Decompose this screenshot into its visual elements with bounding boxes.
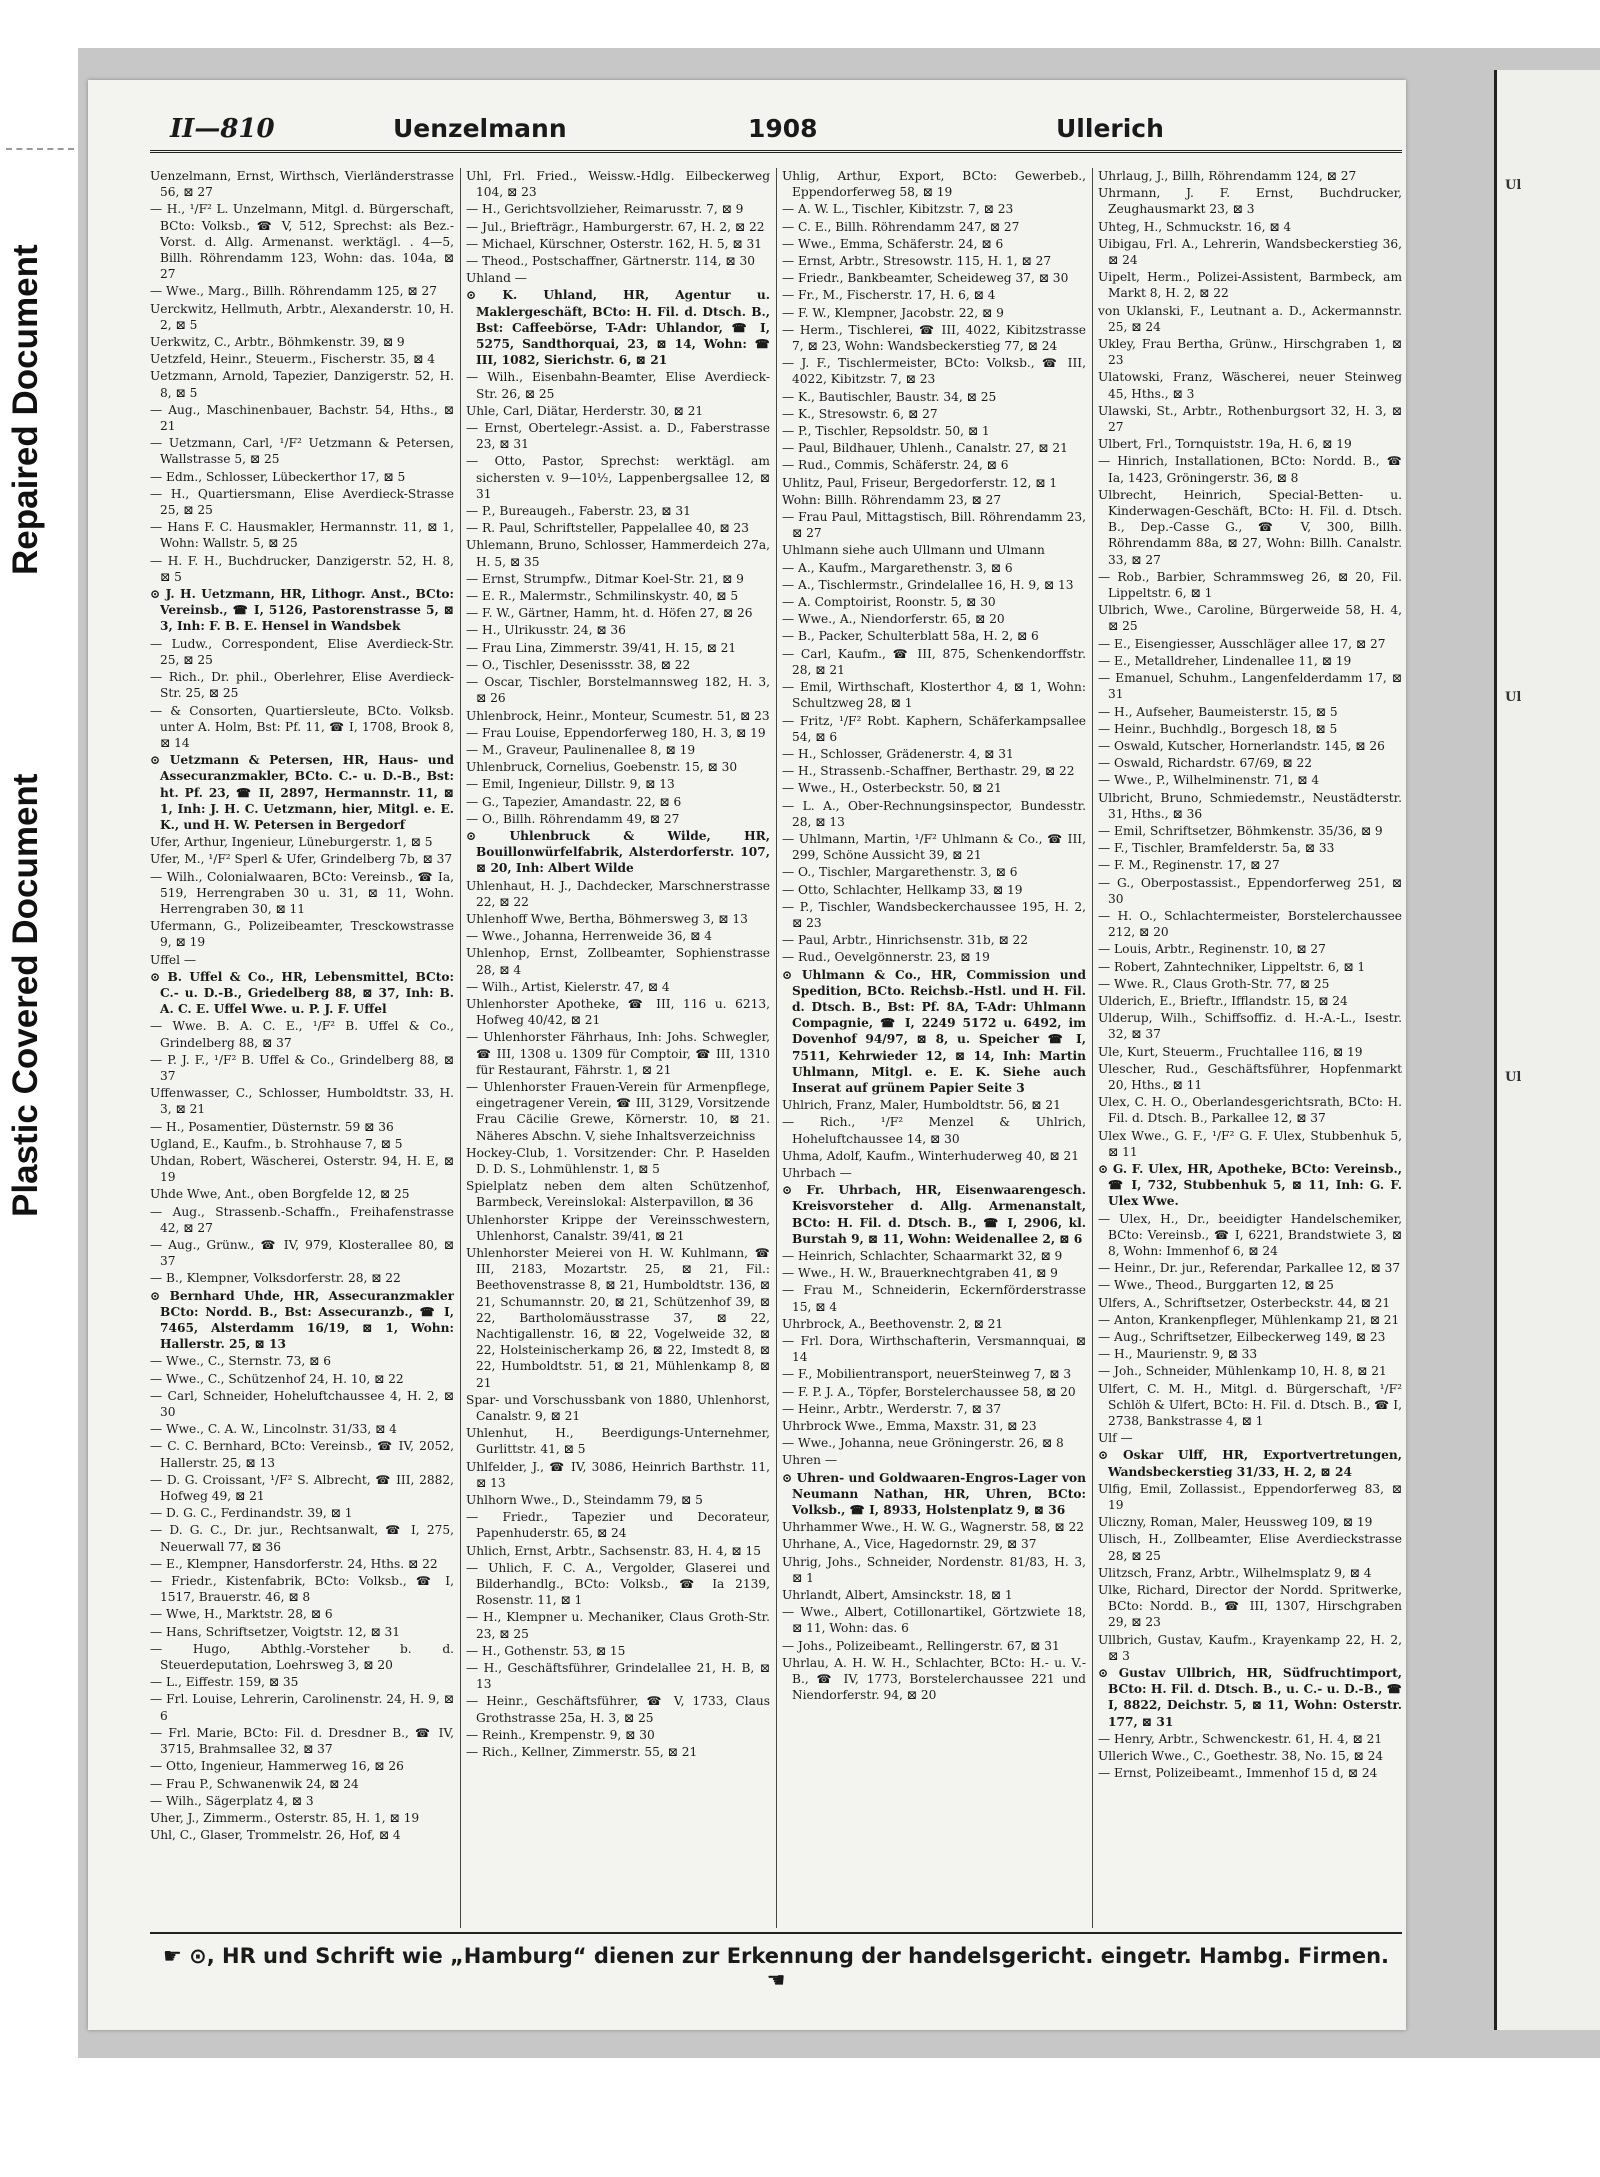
directory-entry: — Wwe., Marg., Billh. Röhrendamm 125, ⊠ 27 — [150, 284, 438, 299]
directory-entry: Uetzfeld, Heinr., Steuerm., Fischerstr. 35, ⊠ 4 — [150, 352, 435, 367]
directory-entry: Uhlrich, Franz, Maler, Humboldtstr. 56, ⊠ 21 — [782, 1098, 1061, 1113]
adjacent-page-mark: Ul — [1505, 1070, 1522, 1085]
directory-column-1 — [150, 168, 454, 1933]
directory-entry: ⊙ B. Uffel & Co., HR, Lebensmittel, BCto: C.- u. D.-B., Griedelberg 88, ⊠ 37, Inh: B. A. C. E. Uffel Wwe. u. P. J. F. Uffel — [150, 969, 454, 1017]
directory-entry: — H. O., Schlachtermeister, Borstelerchaussee 212, ⊠ 20 — [1098, 908, 1402, 940]
directory-entry: — Wilh., Eisenbahn-Beamter, Elise Averdieck-Str. 26, ⊠ 25 — [466, 370, 770, 401]
directory-entry: — F. M., Reginenstr. 17, ⊠ 27 — [1098, 858, 1280, 873]
directory-entry: — Ernst, Arbtr., Stresowstr. 115, H. 1, ⊠ 27 — [782, 254, 1052, 269]
directory-column-4 — [1098, 168, 1402, 1933]
directory-entry: ⊙ K. Uhland, HR, Agentur u. Maklergeschäft, BCto: H. Fil. d. Dtsch. B., Bst: Caffeebörse, T-Adr: Uhlandor, ☎ I, 5275, Sandthorquai, 23, ⊠ 14, Wohn: ☎ III, 1082, Sierichstr. 6, ⊠ 21 — [466, 288, 770, 368]
directory-entry: Ulfert, C. M. H., Mitgl. d. Bürgerschaft, ¹/F² Schlöh & Ulfert, BCto: H. Fil. d. Dtsch. B., ☎ I, 2738, Bankstrasse 4, ⊠ 1 — [1098, 1381, 1402, 1429]
directory-entry: Uhlenbruck, Cornelius, Goebenstr. 15, ⊠ 30 — [466, 760, 738, 775]
directory-entry: — Friedr., Tapezier und Decorateur, Papenhuderstr. 65, ⊠ 24 — [466, 1510, 770, 1541]
directory-entry: Ulderup, Wilh., Schiffsoffiz. d. H.-A.-L., Isestr. 32, ⊠ 37 — [1098, 1011, 1402, 1042]
directory-entry: Uhlenhoff Wwe, Bertha, Böhmersweg 3, ⊠ 13 — [466, 911, 748, 926]
directory-entry: — Ludw., Correspondent, Elise Averdieck-Str. 25, ⊠ 25 — [150, 636, 454, 667]
directory-entry: Uhl, Frl. Fried., Weissw.-Hdlg. Eilbeckerweg 104, ⊠ 23 — [466, 169, 770, 200]
directory-entry: Uliczny, Roman, Maler, Heussweg 109, ⊠ 19 — [1098, 1515, 1373, 1530]
directory-entry: — Wwe., Emma, Schäferstr. 24, ⊠ 6 — [782, 236, 1004, 251]
directory-entry: ⊙ Uhlenbruck & Wilde, HR, Bouillonwürfelfabrik, Alsterdorferstr. 107, ⊠ 20, Inh: Albert Wilde — [466, 828, 770, 876]
directory-entry: — Uhlenhorster Fährhaus, Inh: Johs. Schwegler, ☎ III, 1308 u. 1309 für Comptoir, ☎ III, 1310 für Restaurant, Fährstr. 1, ⊠ 21 — [466, 1030, 770, 1077]
header-first-name: Uenzelmann — [393, 114, 567, 143]
directory-entry: — Theod., Postschaffner, Gärtnerstr. 114, ⊠ 30 — [466, 254, 755, 269]
directory-entry: — C. E., Billh. Röhrendamm 247, ⊠ 27 — [782, 219, 1020, 234]
directory-entry: — Wwe., H., Osterbeckstr. 50, ⊠ 21 — [782, 781, 1002, 796]
directory-entry: — D. G. Croissant, ¹/F² S. Albrecht, ☎ III, 2882, Hofweg 49, ⊠ 21 — [150, 1472, 454, 1504]
directory-entry: — & Consorten, Quartiersleute, BCto. Volksb. unter A. Holm, Bst: Pf. 11, ☎ I, 1708, Brook 8, ⊠ 14 — [150, 703, 454, 750]
directory-entry: — H., ¹/F² L. Unzelmann, Mitgl. d. Bürgerschaft, BCto: Volksb., ☎ V, 512, Sprechst: als Bez.-Vorst. d. Allg. Armenanst. werktägl. . 4—5, Billh. Röhrendamm 123, Wohn: das. 104a, ⊠ 27 — [150, 202, 454, 282]
directory-entry: ⊙ Uhren- und Goldwaaren-Engros-Lager von Neumann Nathan, HR, Uhren, BCto: Volksb., ☎ I, 8933, Holstenplatz 9, ⊠ 36 — [782, 1470, 1086, 1518]
directory-entry: — Hans, Schriftsetzer, Voigtstr. 12, ⊠ 31 — [150, 1624, 401, 1639]
directory-entry: — D. G. C., Dr. jur., Rechtsanwalt, ☎ I, 275, Neuerwall 77, ⊠ 36 — [150, 1523, 454, 1554]
directory-entry: — H., Aufseher, Baumeisterstr. 15, ⊠ 5 — [1098, 704, 1338, 719]
directory-entry: — Edm., Schlosser, Lübeckerthor 17, ⊠ 5 — [150, 469, 406, 484]
directory-entry: Ufermann, G., Polizeibeamter, Tresckowstrasse 9, ⊠ 19 — [150, 919, 454, 950]
directory-entry: Ulex, C. H. O., Oberlandesgerichtsrath, BCto: H. Fil. d. Dtsch. B., Parkallee 12, ⊠ 37 — [1098, 1095, 1402, 1126]
directory-entry: — Ulex, H., Dr., beeidigter Handelschemiker, BCto: Vereinsb., ☎ I, 6221, Brandstwiete 3, ⊠ 8, Wohn: Immenhof 6, ⊠ 24 — [1098, 1211, 1402, 1258]
directory-entry: Uffenwasser, C., Schlosser, Humboldtstr. 33, H. 3, ⊠ 21 — [150, 1086, 454, 1117]
directory-entry: — H., Quartiersmann, Elise Averdieck-Strasse 25, ⊠ 25 — [150, 486, 454, 518]
directory-entry: — H., Strassenb.-Schaffner, Berthastr. 29, ⊠ 22 — [782, 764, 1075, 779]
directory-entry: Uhrhammer Wwe., H. W. G., Wagnerstr. 58, ⊠ 22 — [782, 1520, 1084, 1535]
directory-entry: Uhlenhop, Ernst, Zollbeamter, Sophienstrasse 28, ⊠ 4 — [466, 946, 770, 977]
directory-entry: Uhren — — [782, 1453, 838, 1468]
directory-entry: — F., Mobilientransport, neuerSteinweg 7, ⊠ 3 — [782, 1367, 1072, 1382]
directory-entry: — A., Kaufm., Margarethenstr. 3, ⊠ 6 — [782, 560, 1013, 575]
directory-column-3 — [782, 168, 1086, 1933]
directory-entry: — Wwe., H. W., Brauerknechtgraben 41, ⊠ 9 — [782, 1266, 1058, 1281]
repaired-document-label: Repaired Document — [6, 244, 45, 576]
column-divider — [776, 168, 777, 1928]
directory-entry: Uhrmann, J. F. Ernst, Buchdrucker, Zeughausmarkt 23, ⊠ 3 — [1098, 186, 1402, 217]
directory-entry: Uhlenhut, H., Beerdigungs-Unternehmer, Gurlittstr. 41, ⊠ 5 — [466, 1426, 770, 1457]
directory-entry: — Hans F. C. Hausmakler, Hermannstr. 11, ⊠ 1, Wohn: Wallstr. 5, ⊠ 25 — [150, 520, 454, 551]
directory-entry: — H., Gerichtsvollzieher, Reimarusstr. 7, ⊠ 9 — [466, 202, 744, 217]
directory-entry: — A. Comptoirist, Roonstr. 5, ⊠ 30 — [782, 595, 996, 610]
directory-entry: — P. J. F., ¹/F² B. Uffel & Co., Grindelberg 88, ⊠ 37 — [150, 1052, 454, 1083]
directory-entry: ⊙ G. F. Ulex, HR, Apotheke, BCto: Vereinsb., ☎ I, 732, Stubbenhuk 5, ⊠ 11, Inh: G. F. Ulex Wwe. — [1098, 1161, 1402, 1209]
directory-entry: — Uetzmann, Carl, ¹/F² Uetzmann & Petersen, Wallstrasse 5, ⊠ 25 — [150, 436, 454, 467]
directory-entry: — Rich., Dr. phil., Oberlehrer, Elise Averdieck-Str. 25, ⊠ 25 — [150, 670, 454, 701]
directory-entry: Uhle, Carl, Diätar, Herderstr. 30, ⊠ 21 — [466, 403, 704, 418]
directory-entry: — H. F. H., Buchdrucker, Danzigerstr. 52, H. 8, ⊠ 5 — [150, 553, 454, 584]
directory-entry: — Robert, Zahntechniker, Lippeltstr. 6, ⊠ 1 — [1098, 959, 1366, 974]
directory-entry: Uhlig, Arthur, Export, BCto: Gewerbeb., Eppendorferweg 58, ⊠ 19 — [782, 169, 1086, 200]
directory-entry: — P., Tischler, Repsoldstr. 50, ⊠ 1 — [782, 424, 990, 439]
directory-entry: ⊙ Oskar Ulff, HR, Exportvertretungen, Wandsbeckerstieg 31/33, H. 2, ⊠ 24 — [1098, 1448, 1402, 1479]
directory-entry: — Emanuel, Schuhm., Langenfelderdamm 17, ⊠ 31 — [1098, 671, 1402, 702]
directory-entry: — Aug., Maschinenbauer, Bachstr. 54, Hths., ⊠ 21 — [150, 402, 454, 434]
directory-entry: Hockey-Club, 1. Vorsitzender: Chr. P. Haselden D. D. S., Lohmühlenstr. 1, ⊠ 5 — [466, 1145, 770, 1176]
directory-entry: Uhlemann, Bruno, Schlosser, Hammerdeich 27a, H. 5, ⊠ 35 — [466, 538, 770, 569]
directory-entry: Uipelt, Herm., Polizei-Assistent, Barmbeck, am Markt 8, H. 2, ⊠ 22 — [1098, 270, 1402, 301]
directory-entry: — Wwe., Theod., Burggarten 12, ⊠ 25 — [1098, 1278, 1334, 1293]
directory-entry: — Fritz, ¹/F² Robt. Kaphern, Schäferkampsallee 54, ⊠ 6 — [782, 713, 1086, 744]
directory-entry: Uetzmann, Arnold, Tapezier, Danzigerstr. 52, H. 8, ⊠ 5 — [150, 369, 454, 400]
directory-entry: Uffel — — [150, 952, 197, 967]
directory-entry: Uhlenhorster Krippe der Vereinsschwestern, Uhlenhorst, Canalstr. 39/41, ⊠ 21 — [466, 1212, 770, 1243]
directory-entry: — K., Bautischler, Baustr. 34, ⊠ 25 — [782, 389, 997, 404]
directory-entry: Uhrhane, A., Vice, Hagedornstr. 29, ⊠ 37 — [782, 1537, 1037, 1552]
directory-entry: Ulke, Richard, Director der Nordd. Spritwerke, BCto: Nordd. B., ☎ III, 1307, Hirschgraben 29, ⊠ 23 — [1098, 1583, 1402, 1630]
directory-entry: — Wwe., P., Wilhelminenstr. 71, ⊠ 4 — [1098, 773, 1320, 788]
directory-entry: — Rob., Barbier, Schrammsweg 26, ⊠ 20, Fil. Lippeltstr. 6, ⊠ 1 — [1098, 569, 1402, 601]
directory-entry: — Heinrich, Schlachter, Schaarmarkt 32, ⊠ 9 — [782, 1249, 1063, 1263]
directory-entry: — Frau Louise, Eppendorferweg 180, H. 3, ⊠ 19 — [466, 725, 766, 740]
directory-entry: — F. W., Klempner, Jacobstr. 22, ⊠ 9 — [782, 305, 1004, 320]
directory-entry: — Hinrich, Installationen, BCto: Nordd. B., ☎ Ia, 1423, Gröningerstr. 36, ⊠ 8 — [1098, 454, 1402, 485]
directory-entry: Uhrbrock Wwe., Emma, Maxstr. 31, ⊠ 23 — [782, 1419, 1037, 1434]
directory-entry: Spar- und Vorschussbank von 1880, Uhlenhorst, Canalstr. 9, ⊠ 21 — [466, 1392, 770, 1424]
directory-entry: ⊙ Uhlmann & Co., HR, Commission und Spedition, BCto. Reichsb.-Hstl. und H. Fil. d. Dtsch. B., Bst: Pf. 8A, T-Adr: Uhlmann Compagnie, ☎ I, 2249 5172 u. 6492, im Dovenhof 94/97, ⊠ 8, u. Speicher ☎ I, 7511, Kehrwieder 12, ⊠ 14, Inh: Martin Uhlmann, Mitgl. e. E. K. Siehe auch Inserat auf grünem Papier Seite 3 — [782, 967, 1086, 1095]
directory-entry: — H., Klempner u. Mechaniker, Claus Groth-Str. 23, ⊠ 25 — [466, 1610, 770, 1641]
directory-entry: — Ernst, Strumpfw., Ditmar Koel-Str. 21, ⊠ 9 — [466, 571, 744, 586]
directory-entry: Ukley, Frau Bertha, Grünw., Hirschgraben 1, ⊠ 23 — [1098, 337, 1402, 368]
directory-entry: — Heinr., Dr. jur., Referendar, Parkallee 12, ⊠ 37 — [1098, 1261, 1401, 1276]
directory-entry: — H., Ulrikusstr. 24, ⊠ 36 — [466, 623, 626, 638]
directory-entry: Ulfers, A., Schriftsetzer, Osterbeckstr. 44, ⊠ 21 — [1098, 1295, 1391, 1310]
directory-entry: — D. G. C., Ferdinandstr. 39, ⊠ 1 — [150, 1506, 353, 1521]
directory-entry: — Uhlenhorster Frauen-Verein für Armenpflege, eingetragener Verein, ☎ III, 3129, Vorsitzende Frau Cäcilie Grewe, Körnerstr. 10, ⊠ 21. Näheres Abschn. V, siehe Inhaltsverzeichniss — [466, 1079, 770, 1143]
directory-entry: Uhrbrock, A., Beethovenstr. 2, ⊠ 21 — [782, 1316, 1004, 1331]
directory-entry: — Ernst, Polizeibeamt., Immenhof 15 d, ⊠ 24 — [1098, 1766, 1378, 1781]
directory-entry: — Friedr., Kistenfabrik, BCto: Volksb., ☎ I, 1517, Brauerstr. 46, ⊠ 8 — [150, 1574, 454, 1605]
directory-entry: Uhlenhorster Apotheke, ☎ III, 116 u. 6213, Hofweg 40/42, ⊠ 21 — [466, 996, 770, 1028]
directory-entry: Ulbrecht, Heinrich, Special-Betten- u. Kinderwagen-Geschäft, BCto: H. Fil. d. Dtsch. B., Dep.-Casse G., ☎ V, 300, Billh. Röhrendamm 88a, ⊠ 27, Wohn: Billh. Canalstr. 33, ⊠ 27 — [1098, 487, 1402, 567]
directory-entry: Ule, Kurt, Steuerm., Fruchtallee 116, ⊠ 19 — [1098, 1044, 1363, 1059]
directory-entry: Ullerich Wwe., C., Goethestr. 38, No. 15, ⊠ 24 — [1098, 1749, 1384, 1764]
directory-entry: — Reinh., Krempenstr. 9, ⊠ 30 — [466, 1727, 655, 1742]
directory-entry: — Wwe, H., Marktstr. 28, ⊠ 6 — [150, 1607, 333, 1622]
directory-entry: — Wilh., Sägerplatz 4, ⊠ 3 — [150, 1793, 314, 1808]
directory-entry: Spielplatz neben dem alten Schützenhof, Barmbeck, Vereinslokal: Alsterpavillon, ⊠ 36 — [466, 1179, 770, 1210]
directory-entry: — L. A., Ober-Rechnungsinspector, Bundesstr. 28, ⊠ 13 — [782, 798, 1086, 829]
directory-entry: — E. R., Malermstr., Schmilinskystr. 40, ⊠ 5 — [466, 589, 739, 604]
page-header — [88, 108, 1406, 152]
directory-entry: — Frl. Louise, Lehrerin, Carolinenstr. 24, H. 9, ⊠ 6 — [150, 1692, 454, 1723]
directory-entry: — Joh., Schneider, Mühlenkamp 10, H. 8, ⊠ 21 — [1098, 1364, 1387, 1379]
directory-entry: Uerkwitz, C., Arbtr., Böhmkenstr. 39, ⊠ 9 — [150, 335, 405, 350]
directory-entry: — H., Schlosser, Grädenerstr. 4, ⊠ 31 — [782, 746, 1014, 761]
directory-entry: — Wwe. R., Claus Groth-Str. 77, ⊠ 25 — [1098, 976, 1330, 991]
page-number: II—810 — [170, 114, 275, 144]
directory-entry: — Uhlich, F. C. A., Vergolder, Glaserei und Bilderhandlg., BCto: Volksb., ☎ Ia 2139, Rosenstr. 11, ⊠ 1 — [466, 1560, 770, 1608]
directory-entry: — Otto, Pastor, Sprechst: werktägl. am sichersten v. 9—10½, Lappenbergsallee 12, ⊠ 31 — [466, 454, 770, 501]
directory-entry: Uhrlandt, Albert, Amsinckstr. 18, ⊠ 1 — [782, 1588, 1013, 1603]
directory-entry: — C. C. Bernhard, BCto: Vereinsb., ☎ IV, 2052, Hallerstr. 25, ⊠ 13 — [150, 1439, 454, 1470]
directory-entry: Uhlfelder, J., ☎ IV, 3086, Heinrich Barthstr. 11, ⊠ 13 — [466, 1459, 770, 1490]
directory-entry: — F. P. J. A., Töpfer, Borstelerchaussee 58, ⊠ 20 — [782, 1384, 1076, 1399]
directory-entry: — Friedr., Bankbeamter, Scheideweg 37, ⊠ 30 — [782, 271, 1069, 286]
directory-entry: ⊙ J. H. Uetzmann, HR, Lithogr. Anst., BCto: Vereinsb., ☎ I, 5126, Pastorenstrasse 5, ⊠ 3, Inh: F. B. E. Hensel in Wandsbek — [150, 587, 454, 634]
directory-entry: — Heinr., Buchhdlg., Borgesch 18, ⊠ 5 — [1098, 721, 1338, 736]
directory-entry: — M., Graveur, Paulinenallee 8, ⊠ 19 — [466, 742, 696, 757]
directory-entry: — Wilh., Artist, Kielerstr. 47, ⊠ 4 — [466, 979, 670, 994]
directory-entry: — Oswald, Richardstr. 67/69, ⊠ 22 — [1098, 756, 1312, 771]
directory-entry: — F. W., Gärtner, Hamm, ht. d. Höfen 27, ⊠ 26 — [466, 606, 753, 621]
directory-entry: — G., Oberpostassist., Eppendorferweg 251, ⊠ 30 — [1098, 875, 1402, 906]
directory-entry: — Henry, Arbtr., Schwenckestr. 61, H. 4, ⊠ 21 — [1098, 1731, 1383, 1746]
directory-entry: — P., Bureaugeh., Faberstr. 23, ⊠ 31 — [466, 504, 691, 519]
directory-entry: Uhrig, Johs., Schneider, Nordenstr. 81/83, H. 3, ⊠ 1 — [782, 1554, 1086, 1585]
directory-entry: — H., Geschäftsführer, Grindelallee 21, H. B, ⊠ 13 — [466, 1661, 770, 1692]
directory-entry: — Oswald, Kutscher, Hornerlandstr. 145, ⊠ 26 — [1098, 738, 1385, 753]
column-divider — [1092, 168, 1093, 1928]
directory-entry: Uhlich, Ernst, Arbtr., Sachsenstr. 83, H. 4, ⊠ 15 — [466, 1543, 761, 1558]
directory-entry: — Anton, Krankenpfleger, Mühlenkamp 21, ⊠ 21 — [1098, 1312, 1400, 1327]
directory-entry: — Wilh., Colonialwaaren, BCto: Vereinsb., ☎ Ia, 519, Herrengraben 30 u. 31, ⊠ 11, Wohn. Herrengraben 30, ⊠ 11 — [150, 869, 454, 916]
directory-entry: Uerckwitz, Hellmuth, Arbtr., Alexanderstr. 10, H. 2, ⊠ 5 — [150, 301, 454, 332]
directory-entry: — Wwe. B. A. C. E., ¹/F² B. Uffel & Co., Grindelberg 88, ⊠ 37 — [150, 1019, 454, 1050]
directory-entry: Ufer, M., ¹/F² Sperl & Ufer, Grindelberg 7b, ⊠ 37 — [150, 852, 453, 867]
directory-entry: Ugland, E., Kaufm., b. Strohhause 7, ⊠ 5 — [150, 1136, 403, 1151]
directory-entry: Uhlenbrock, Heinr., Monteur, Scumestr. 51, ⊠ 23 — [466, 708, 770, 723]
page-footer-note: ☛ ⊙, HR und Schrift wie „Hamburg“ dienen zur Erkennung der handelsgericht. eingetr. Hambg. Firmen. ☚ — [162, 1944, 1390, 1992]
directory-entry: — Aug., Schriftsetzer, Eilbeckerweg 149, ⊠ 23 — [1098, 1330, 1386, 1345]
directory-entry: Uibigau, Frl. A., Lehrerin, Wandsbeckerstieg 36, ⊠ 24 — [1098, 236, 1402, 268]
directory-entry: — Wwe., Albert, Cotillonartikel, Görtzwiete 18, ⊠ 11, Wohn: das. 6 — [782, 1605, 1086, 1636]
directory-entry: — O., Tischler, Desenissstr. 38, ⊠ 22 — [466, 657, 691, 672]
directory-entry: — Carl, Kaufm., ☎ III, 875, Schenkendorffstr. 28, ⊠ 21 — [782, 646, 1086, 677]
directory-entry: Wohn: Billh. Röhrendamm 23, ⊠ 27 — [782, 492, 1002, 507]
directory-entry: — Rud., Commis, Schäferstr. 24, ⊠ 6 — [782, 458, 1009, 473]
directory-entry: Ulescher, Rud., Geschäftsführer, Hopfenmarkt 20, Hths., ⊠ 11 — [1098, 1061, 1402, 1092]
directory-entry: — A. W. L., Tischler, Kibitzstr. 7, ⊠ 23 — [782, 202, 1014, 217]
adjacent-page-mark: Ul — [1505, 178, 1522, 193]
directory-entry: ⊙ Fr. Uhrbach, HR, Eisenwaarengesch. Kreisvorsteher d. Allg. Armenanstalt, BCto: H. Fil. d. Dtsch. B., ☎ I, 2906, kl. Burstah 9, ⊠ 11, Wohn: Weidenallee 2, ⊠ 6 — [782, 1183, 1086, 1246]
footer-rule — [150, 1932, 1402, 1934]
directory-entry: — F., Tischler, Bramfelderstr. 5a, ⊠ 33 — [1098, 841, 1335, 856]
directory-entry: — A., Tischlermstr., Grindelallee 16, H. 9, ⊠ 13 — [782, 577, 1074, 592]
directory-entry: ⊙ Gustav Ullbrich, HR, Südfruchtimport, BCto: H. Fil. d. Dtsch. B., u. C.- u. D.-B., ☎ I, 8822, Deichstr. 5, ⊠ 11, Wohn: Osterstr. 177, ⊠ 31 — [1098, 1666, 1402, 1729]
adjacent-page-edge — [1494, 70, 1600, 2030]
directory-entry: Ullbrich, Gustav, Kaufm., Krayenkamp 22, H. 2, ⊠ 3 — [1098, 1632, 1402, 1663]
directory-entry: — Heinr., Arbtr., Werderstr. 7, ⊠ 37 — [782, 1401, 1002, 1416]
directory-entry: Uhrlau, A. H. W. H., Schlachter, BCto: H.- u. V.-B., ☎ IV, 1773, Borstelerchaussee 221 und Niendorferstr. 94, ⊠ 20 — [782, 1655, 1086, 1703]
directory-entry: Uhlitz, Paul, Friseur, Bergedorferstr. 12, ⊠ 1 — [782, 475, 1058, 490]
directory-entry: — Wwe., Johanna, Herrenweide 36, ⊠ 4 — [466, 929, 712, 944]
directory-entry: — Frau Lina, Zimmerstr. 39/41, H. 15, ⊠ 21 — [466, 640, 737, 655]
directory-entry: — Hugo, Abthlg.-Vorsteher b. d. Steuerdeputation, Loehrsweg 3, ⊠ 20 — [150, 1641, 454, 1673]
directory-entry: — Otto, Ingenieur, Hammerweg 16, ⊠ 26 — [150, 1759, 404, 1774]
directory-entry: — Ernst, Obertelegr.-Assist. a. D., Faberstrasse 23, ⊠ 31 — [466, 421, 770, 452]
directory-entry: Ulbrich, Wwe., Caroline, Bürgerweide 58, H. 4, ⊠ 25 — [1098, 603, 1402, 634]
directory-entry: Ulitzsch, Franz, Arbtr., Wilhelmsplatz 9, ⊠ 4 — [1098, 1565, 1372, 1580]
adjacent-page-mark: Ul — [1505, 690, 1522, 705]
directory-entry: Ulatowski, Franz, Wäscherei, neuer Steinweg 45, Hths., ⊠ 3 — [1098, 370, 1402, 401]
directory-entry: — Emil, Wirthschaft, Klosterthor 4, ⊠ 1, Wohn: Schultzweg 28, ⊠ 1 — [782, 680, 1086, 711]
directory-entry: Uhrlaug, J., Billh, Röhrendamm 124, ⊠ 27 — [1098, 169, 1357, 183]
directory-entry: Uhde Wwe, Ant., oben Borgfelde 12, ⊠ 25 — [150, 1187, 410, 1202]
directory-entry: — Wwe., C., Sternstr. 73, ⊠ 6 — [150, 1354, 331, 1369]
directory-entry: — Michael, Kürschner, Osterstr. 162, H. 5, ⊠ 31 — [466, 236, 763, 251]
directory-entry: — Oscar, Tischler, Borstelmannsweg 182, H. 3, ⊠ 26 — [466, 675, 770, 706]
header-rule — [150, 150, 1402, 153]
header-year: 1908 — [748, 114, 818, 143]
directory-entry: Uher, J., Zimmerm., Osterstr. 85, H. 1, ⊠ 19 — [150, 1810, 420, 1825]
directory-entry: — Paul, Arbtr., Hinrichsenstr. 31b, ⊠ 22 — [782, 933, 1029, 948]
directory-entry: — J. F., Tischlermeister, BCto: Volksb., ☎ III, 4022, Kibitzstr. 7, ⊠ 23 — [782, 356, 1086, 387]
directory-entry: — Fr., M., Fischerstr. 17, H. 6, ⊠ 4 — [782, 288, 996, 303]
directory-entry: — Louis, Arbtr., Reginenstr. 10, ⊠ 27 — [1098, 942, 1326, 957]
directory-entry: — Paul, Bildhauer, Uhlenh., Canalstr. 27, ⊠ 21 — [782, 441, 1068, 456]
directory-entry: Ulbricht, Bruno, Schmiedemstr., Neustädterstr. 31, Hths., ⊠ 36 — [1098, 790, 1402, 821]
directory-entry: — B., Packer, Schulterblatt 58a, H. 2, ⊠ 6 — [782, 629, 1039, 644]
directory-entry: — Wwe., C., Schützenhof 24, H. 10, ⊠ 22 — [150, 1371, 404, 1386]
directory-entry: Ulex Wwe., G. F., ¹/F² G. F. Ulex, Stubbenhuk 5, ⊠ 11 — [1098, 1128, 1402, 1159]
directory-entry: — Frl. Marie, BCto: Fil. d. Dresdner B., ☎ IV, 3715, Brahmsallee 32, ⊠ 37 — [150, 1725, 454, 1757]
directory-entry: Ulawski, St., Arbtr., Rothenburgsort 32, H. 3, ⊠ 27 — [1098, 403, 1402, 435]
directory-entry: Uhlmann siehe auch Ullmann und Ulmann — [782, 543, 1045, 558]
directory-entry: Ulf — — [1098, 1431, 1133, 1446]
directory-entry: — Wwe., C. A. W., Lincolnstr. 31/33, ⊠ 4 — [150, 1422, 397, 1437]
directory-entry: Ulbert, Frl., Tornquiststr. 19a, H. 6, ⊠ 19 — [1098, 437, 1352, 452]
directory-entry: — E., Eisengiesser, Ausschläger allee 17, ⊠ 27 — [1098, 636, 1386, 651]
column-divider — [460, 168, 461, 1928]
directory-entry: — Carl, Schneider, Hoheluftchaussee 4, H. 2, ⊠ 30 — [150, 1388, 454, 1420]
directory-entry: — H., Posamentier, Düsternstr. 59 ⊠ 36 — [150, 1119, 394, 1134]
plastic-covered-label: Plastic Covered Document — [6, 773, 45, 1217]
directory-entry: — Rich., Kellner, Zimmerstr. 55, ⊠ 21 — [466, 1745, 698, 1760]
directory-entry: — Frau Paul, Mittagstisch, Bill. Röhrendamm 23, ⊠ 27 — [782, 510, 1086, 541]
directory-entry: Uhrbach — — [782, 1165, 852, 1180]
directory-entry: Ufer, Arthur, Ingenieur, Lüneburgerstr. 1, ⊠ 5 — [150, 835, 433, 850]
directory-entry: Uhlenhaut, H. J., Dachdecker, Marschnerstrasse 22, ⊠ 22 — [466, 878, 770, 909]
directory-entry: Uhteg, H., Schmuckstr. 16, ⊠ 4 — [1098, 219, 1292, 234]
directory-entry: Ulfig, Emil, Zollassist., Eppendorferweg 83, ⊠ 19 — [1098, 1481, 1402, 1513]
directory-entry: — G., Tapezier, Amandastr. 22, ⊠ 6 — [466, 794, 682, 809]
directory-entry: — Frau P., Schwanenwik 24, ⊠ 24 — [150, 1776, 359, 1791]
header-last-name: Ullerich — [1056, 114, 1164, 143]
directory-entry: — E., Klempner, Hansdorferstr. 24, Hths. ⊠ 22 — [150, 1556, 438, 1571]
directory-entry: Uhlenhorster Meierei von H. W. Kuhlmann, ☎ III, 2183, Mozartstr. 25, ⊠ 21, Fil.: Beethovenstrasse 8, ⊠ 21, Humboldtstr. 136, ⊠ 21, Schumannstr. 20, ⊠ 21, Schützenhof 39, ⊠ 22, Bartholomäusstrasse 37, ⊠ 22, Nachtigallenstr. 16, ⊠ 22, Vogelweide 32, ⊠ 22, Holsteinischerkamp 26, ⊠ 22, Imstedt 8, ⊠ 22, Humboldtstr. 51, ⊠ 21, Mühlenkamp 8, ⊠ 21 — [466, 1246, 770, 1390]
directory-entry: ⊙ Bernhard Uhde, HR, Assecuranzmakler BCto: Nordd. B., Bst: Assecuranzb., ☎ I, 7465, Alsterdamm 16/19, ⊠ 1, Wohn: Hallerstr. 25, ⊠ 13 — [150, 1288, 454, 1352]
directory-entry: Ulderich, E., Brieftr., Ifflandstr. 15, ⊠ 24 — [1098, 993, 1348, 1008]
directory-entry: — Heinr., Geschäftsführer, ☎ V, 1733, Claus Grothstrasse 25a, H. 3, ⊠ 25 — [466, 1694, 770, 1725]
directory-entry: Uhland — — [466, 271, 527, 286]
directory-entry: — Rich., ¹/F² Menzel & Uhlrich, Hoheluftchaussee 14, ⊠ 30 — [782, 1115, 1086, 1146]
directory-column-2 — [466, 168, 770, 1933]
directory-entry: — H., Gothenstr. 53, ⊠ 15 — [466, 1643, 626, 1658]
directory-entry: — K., Stresowstr. 6, ⊠ 27 — [782, 406, 938, 421]
directory-entry: — H., Maurienstr. 9, ⊠ 33 — [1098, 1347, 1258, 1362]
directory-entry: Ulisch, H., Zollbeamter, Elise Averdieckstrasse 28, ⊠ 25 — [1098, 1532, 1402, 1563]
directory-entry: — Aug., Grünw., ☎ IV, 979, Klosterallee 80, ⊠ 37 — [150, 1238, 454, 1269]
directory-entry: — Johs., Polizeibeamt., Rellingerstr. 67, ⊠ 31 — [782, 1638, 1060, 1653]
directory-entry: — L., Eiffestr. 159, ⊠ 35 — [150, 1675, 299, 1690]
directory-entry: Uhma, Adolf, Kaufm., Winterhuderweg 40, ⊠ 21 — [782, 1148, 1079, 1163]
directory-entry: — Rud., Oevelgönnerstr. 23, ⊠ 19 — [782, 950, 990, 965]
directory-entry: — Emil, Ingenieur, Dillstr. 9, ⊠ 13 — [466, 777, 675, 792]
directory-entry: — R. Paul, Schriftsteller, Pappelallee 40, ⊠ 23 — [466, 521, 750, 536]
directory-entry: — O., Tischler, Margarethenstr. 3, ⊠ 6 — [782, 865, 1018, 880]
directory-entry: — Frl. Dora, Wirthschafterin, Versmannquai, ⊠ 14 — [782, 1334, 1086, 1365]
directory-entry: Uenzelmann, Ernst, Wirthsch, Vierländerstrasse 56, ⊠ 27 — [150, 169, 454, 200]
directory-entry: Uhl, C., Glaser, Trommelstr. 26, Hof, ⊠ 4 — [150, 1828, 401, 1843]
directory-entry: — Herm., Tischlerei, ☎ III, 4022, Kibitzstrasse 7, ⊠ 23, Wohn: Wandsbeckerstieg 77, ⊠ 24 — [782, 322, 1086, 354]
directory-entry: — Emil, Schriftsetzer, Böhmkenstr. 35/36, ⊠ 9 — [1098, 823, 1383, 838]
directory-entry: — P., Tischler, Wandsbeckerchaussee 195, H. 2, ⊠ 23 — [782, 899, 1086, 930]
directory-entry: ⊙ Uetzmann & Petersen, HR, Haus- und Assecuranzmakler, BCto. C.- u. D.-B., Bst: ht. Pf. 23, ☎ II, 2897, Hermannstr. 11, ⊠ 1, Inh: J. H. C. Uetzmann, hier, Mitgl. e. E. K., und H. W. Petersen in Bergedorf — [150, 753, 454, 832]
directory-entry: — Aug., Strassenb.-Schaffn., Freihafenstrasse 42, ⊠ 27 — [150, 1204, 454, 1235]
directory-entry: — Wwe., Johanna, neue Gröningerstr. 26, ⊠ 8 — [782, 1436, 1064, 1451]
directory-entry: Uhdan, Robert, Wäscherei, Osterstr. 94, H. E, ⊠ 19 — [150, 1153, 454, 1185]
directory-entry: — Wwe., A., Niendorferstr. 65, ⊠ 20 — [782, 612, 1005, 627]
directory-entry: von Uklanski, F., Leutnant a. D., Ackermannstr. 25, ⊠ 24 — [1098, 303, 1402, 334]
directory-entry: — E., Metalldreher, Lindenallee 11, ⊠ 19 — [1098, 653, 1352, 668]
directory-entry: — Uhlmann, Martin, ¹/F² Uhlmann & Co., ☎ III, 299, Schöne Aussicht 39, ⊠ 21 — [782, 831, 1086, 863]
directory-entry: — Otto, Schlachter, Hellkamp 33, ⊠ 19 — [782, 882, 1023, 897]
directory-entry: — Frau M., Schneiderin, Eckernförderstrasse 15, ⊠ 4 — [782, 1283, 1086, 1314]
directory-entry: — O., Billh. Röhrendamm 49, ⊠ 27 — [466, 811, 680, 826]
directory-entry: Uhlhorn Wwe., D., Steindamm 79, ⊠ 5 — [466, 1493, 703, 1508]
side-panel — [0, 0, 78, 2177]
directory-entry: — B., Klempner, Volksdorferstr. 28, ⊠ 22 — [150, 1271, 401, 1286]
directory-entry: — Jul., Briefträgr., Hamburgerstr. 67, H. 2, ⊠ 22 — [466, 219, 765, 234]
